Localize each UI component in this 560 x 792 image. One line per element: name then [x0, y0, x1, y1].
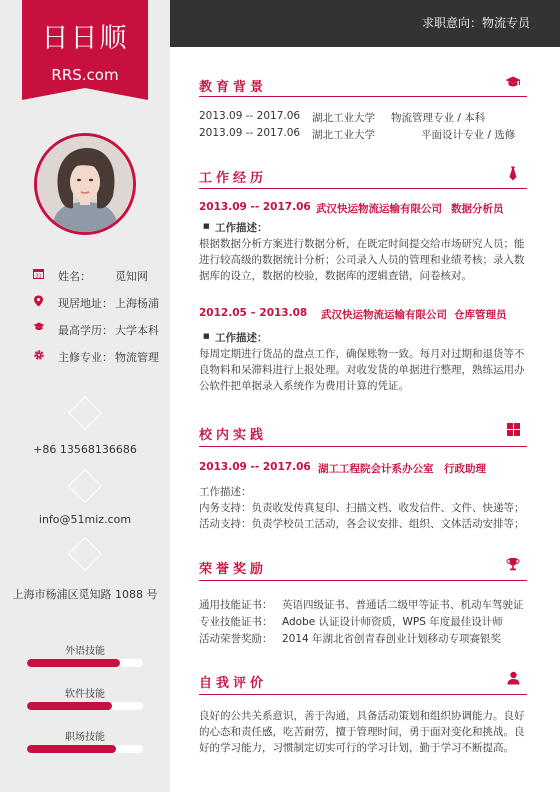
section-rule: [199, 580, 527, 581]
job-description: 根据数据分析方案进行数据分析，在既定时间提交给市场研究人员；能进行较高级的数据统计分析；公司录入人员的管理和业绩考核；录入数据库的设立，数据的校验，数据库的逻辑查错，问卷核对。: [199, 238, 525, 282]
section-title-campus: 校内实践: [199, 428, 268, 443]
contact-address: 上海市杨浦区觅知路 1088 号: [12, 588, 158, 601]
section-title-education: 教育背景: [199, 80, 268, 95]
section-rule: [199, 96, 527, 97]
gear-icon: [33, 349, 45, 361]
user-icon: [505, 671, 521, 685]
section-rule: [199, 446, 527, 447]
section-rule: [199, 188, 527, 189]
section-rule: [199, 694, 527, 695]
brand-name: 日日顺: [41, 23, 129, 54]
calendar-icon: [33, 268, 45, 280]
skill-bar-software: [27, 702, 143, 710]
svg-text:31: 31: [35, 273, 42, 279]
section-title-work: 工作经历: [199, 171, 268, 186]
skill-bar-language: [27, 659, 143, 667]
campus-line: 活动支持：负责学校员工活动，各会议安排、组织、文体活动安排等；: [199, 518, 525, 530]
graduation-cap-icon: [505, 76, 521, 90]
brand-site: RRS.com: [51, 66, 119, 84]
skill-bar-workplace: [27, 745, 143, 753]
trophy-icon: [505, 557, 521, 571]
contact-phone: +86 13568136686: [33, 443, 137, 456]
job-desc-label: ■ 工作描述：: [215, 220, 268, 235]
section-title-self: 自我评价: [199, 676, 268, 691]
skill-label-language: 外语技能: [65, 646, 105, 657]
sidebar: 日日顺 RRS.com 31 姓名： 觅知网 现居地址： 上海杨浦 最高学历： 大学本科 主修专业： 物流管理 +86 13568136686 info@51miz.com 上海市杨浦区觅知路 1088 号 外语技能 软件技能 职场技能: [0, 0, 170, 792]
skill-label-workplace: 职场技能: [65, 732, 105, 743]
avatar: [34, 133, 136, 235]
job-description: 每周定期进行货品的盘点工作，确保账物一致。每月对过期和退货等不良物料和呆滞料进行上报处理。对收发货的单据进行整理，熟练运用办公软件把单据录入系统作为费用计算的凭证。: [199, 348, 525, 392]
divider-diamond: [68, 396, 102, 430]
job-desc-label: ■ 工作描述：: [215, 330, 268, 345]
campus-desc-label: 工作描述：: [199, 486, 252, 498]
banner-notch: [22, 88, 148, 100]
contact-email: info@51miz.com: [38, 513, 132, 526]
location-icon: [33, 295, 45, 307]
job-intent: 求职意向：物流专员: [421, 16, 530, 30]
self-evaluation: 良好的公共关系意识，善于沟通，具备活动策划和组织协调能力。良好的心态和责任感，吃苦耐劳，擅于管理时间，勇于面对变化和挑战。良好的学习能力，习惯制定切实可行的学习计划，勤于学习不断提高。: [199, 710, 525, 754]
divider-diamond: [68, 469, 102, 503]
campus-line: 内务支持：负责收发传真复印、扫描文档、收发信件、文件、快递等；: [199, 502, 525, 514]
divider-diamond: [68, 537, 102, 571]
section-title-honors: 荣誉奖励: [199, 562, 268, 577]
graduation-cap-icon: [33, 322, 45, 334]
avatar-portrait-icon: [37, 136, 133, 232]
skill-label-software: 软件技能: [65, 689, 105, 700]
tie-icon: [505, 166, 521, 180]
windows-icon: [505, 423, 521, 437]
name-banner: [22, 0, 148, 100]
